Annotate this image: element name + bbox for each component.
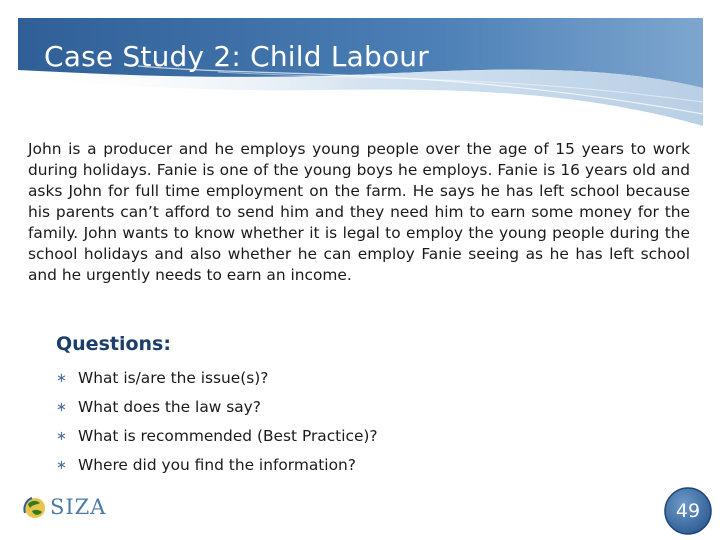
asterisk-bullet-icon: ∗ [56, 371, 67, 386]
list-item [56, 364, 378, 393]
question-text: What is recommended (Best Practice)? [78, 427, 378, 445]
asterisk-bullet-icon: ∗ [56, 400, 67, 415]
page-number: 49 [675, 500, 701, 522]
title-banner [18, 18, 703, 128]
questions-list [56, 364, 378, 480]
asterisk-bullet-icon: ∗ [56, 429, 67, 444]
logo-text: SIZA [50, 495, 107, 519]
asterisk-bullet-icon: ∗ [56, 458, 67, 473]
question-text: What is/are the issue(s)? [78, 369, 269, 387]
case-study-text: John is a producer and he employs young people over the age of 15 years to work during holidays. Fanie is one of the young boys he employs. Fanie is 16 years old and asks John for full time employment on the farm. He says he has left school because his parents can’t afford to send him and they need him to earn some money for the family. John wants to know whether it is legal to employ the young people during the school holidays and also whether he can employ Fanie seeing as he has left school and he urgently needs to earn an income. [28, 140, 690, 284]
question-text: Where did you find the information? [78, 456, 356, 474]
question-text: What does the law say? [78, 398, 261, 416]
list-item [56, 451, 378, 480]
list-item [56, 393, 378, 422]
title-banner-shape [18, 18, 703, 128]
globe-emblem-icon [22, 495, 48, 521]
list-item [56, 422, 378, 451]
slide-title: Case Study 2: Child Labour [44, 40, 429, 73]
siza-logo [22, 494, 112, 522]
page-number-badge [662, 485, 714, 537]
questions-heading: Questions: [56, 333, 171, 355]
